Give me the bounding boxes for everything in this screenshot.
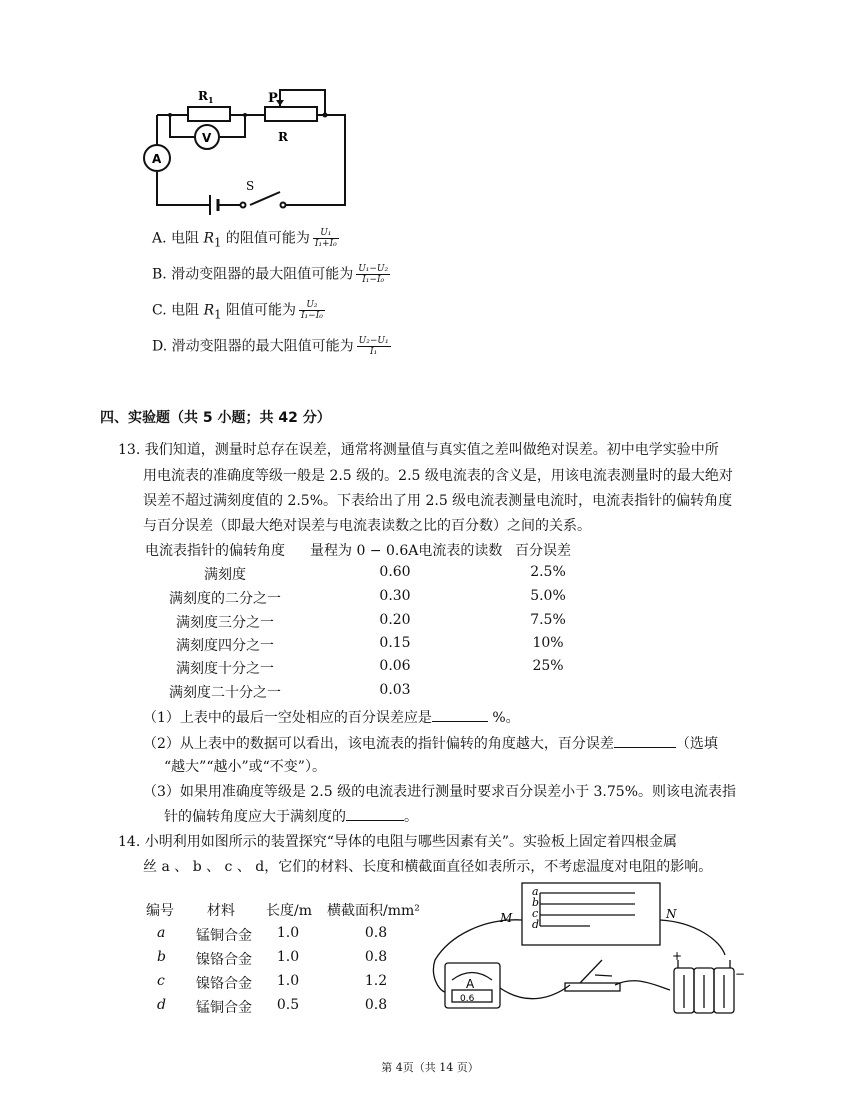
table-cell: 0.60 xyxy=(379,564,411,580)
table-cell: 1.0 xyxy=(276,949,300,965)
m-label: M xyxy=(500,911,513,925)
table-cell: 满刻度十分之一 xyxy=(176,661,274,677)
ammeter-label: A xyxy=(152,152,162,166)
table-cell: 0.5 xyxy=(276,997,300,1013)
apparatus-figure xyxy=(430,880,770,1020)
q14-line1: 14. 小明利用如图所示的装置探究“导体的电阻与哪些因素有关”。实验板上固定着四根金属 xyxy=(118,834,678,850)
table-header: 横截面积/mm² xyxy=(327,903,420,919)
p-label: P xyxy=(268,91,278,106)
table-cell: 满刻度四分之一 xyxy=(176,638,274,654)
table-header: 量程为 0 − 0.6A电流表的读数 xyxy=(310,543,503,559)
table-cell: 满刻度的二分之一 xyxy=(169,591,281,607)
table-cell: 5.0% xyxy=(530,588,566,604)
q14-line2: 丝 a 、 b 、 c 、 d，它们的材料、长度和横截面直径如表所示，不考虑温度对电阻的影响。 xyxy=(143,859,713,875)
r-label: R xyxy=(278,130,288,144)
table-cell: 1.0 xyxy=(276,973,300,989)
table-cell: 满刻度二十分之一 xyxy=(169,685,281,701)
wire-label: b xyxy=(532,896,540,909)
table-cell: 0.30 xyxy=(379,588,411,604)
ammeter-label: A xyxy=(466,977,475,991)
table-header: 长度/m xyxy=(266,903,312,919)
answer-blank[interactable] xyxy=(432,707,488,722)
option-d: D. 滑动变阻器的最大阻值可能为 $\frac{\text{U₂−U₁}}{\text{I₁}}$ xyxy=(152,336,389,357)
table-cell: c xyxy=(157,973,165,989)
table-header: 编号 xyxy=(146,903,174,919)
q13-sub2b: “越大”“越小”或“不变”）。 xyxy=(164,759,326,775)
svg-text:1: 1 xyxy=(208,95,214,105)
table-cell: 0.06 xyxy=(379,658,411,674)
page-footer: 第 4页（共 14 页） xyxy=(381,1061,479,1074)
q13-sub1: （1）上表中的最后一空处相应的百分误差应是 %。 xyxy=(143,707,520,728)
wire-label: c xyxy=(532,907,539,920)
table-cell: 满刻度 xyxy=(204,567,246,583)
q13-line1: 13. 我们知道，测量时总存在误差，通常将测量值与真实值之差叫做绝对误差。初中电学实验中所 xyxy=(118,442,719,458)
plus-label: + xyxy=(672,949,683,963)
section-title: 四、实验题（共 5 小题；共 42 分） xyxy=(100,410,331,426)
option-a: A. 电阻 $R_1$ 的阻值可能为 $\frac{\text{U₁}}{\text{I₁+I₀}}$ xyxy=(152,228,337,250)
minus-label: − xyxy=(735,967,746,981)
q13-line4: 与百分误差（即最大绝对误差与电流表读数之比的百分数）之间的关系。 xyxy=(143,518,591,534)
option-c: C. 电阻 $R_1$ 阻值可能为 $\frac{\text{U₂}}{\text{I₁−I₀}}$ xyxy=(152,300,323,322)
table-cell: 0.15 xyxy=(379,635,411,651)
wire-label: a xyxy=(532,885,539,898)
q13-sub3b: 针的偏转角度应大于满刻度的 。 xyxy=(164,806,418,827)
table-cell: 7.5% xyxy=(530,612,566,628)
wire-label: d xyxy=(532,918,540,931)
voltmeter-label: V xyxy=(202,131,212,145)
q13-sub3: （3）如果用准确度等级是 2.5 级的电流表进行测量时要求百分误差小于 3.75%。则该电流表指 xyxy=(143,784,736,800)
table-cell: 锰铜合金 xyxy=(196,1000,252,1016)
table-cell: 0.8 xyxy=(364,997,388,1013)
table-header: 电流表指针的偏转角度 xyxy=(145,543,285,559)
table-header: 材料 xyxy=(207,903,235,919)
table-cell: 0.8 xyxy=(364,925,388,941)
table-header: 百分误差 xyxy=(515,543,571,559)
table-cell: 0.20 xyxy=(379,612,411,628)
table-cell: a xyxy=(157,925,166,941)
switch-label: S xyxy=(246,179,255,193)
table-cell: 满刻度三分之一 xyxy=(176,615,274,631)
table-cell: 锰铜合金 xyxy=(196,928,252,944)
n-label: N xyxy=(666,907,677,921)
table-cell: 2.5% xyxy=(530,564,566,580)
table-cell: 0.8 xyxy=(364,949,388,965)
r1-label: R xyxy=(198,89,208,103)
option-b: B. 滑动变阻器的最大阻值可能为 $\frac{\text{U₁−U₂}}{\text{I₁−I₀}}$ xyxy=(152,264,389,285)
q13-line2: 用电流表的准确度等级一般是 2.5 级的。2.5 级电流表的含义是，用该电流表测量时的最大绝对 xyxy=(143,468,733,484)
table-cell: 0.03 xyxy=(379,682,411,698)
table-cell: 镍铬合金 xyxy=(196,976,252,992)
table-cell: d xyxy=(157,997,166,1013)
table-cell: 1.0 xyxy=(276,925,300,941)
answer-blank[interactable] xyxy=(614,733,676,748)
table-cell: 10% xyxy=(532,635,564,651)
table-cell: 25% xyxy=(532,658,564,674)
circuit-diagram xyxy=(140,80,360,220)
answer-blank[interactable] xyxy=(346,806,404,821)
q13-line3: 误差不超过满刻度值的 2.5%。下表给出了用 2.5 级电流表测量电流时，电流表指针的偏转角度 xyxy=(143,493,733,509)
table-cell: b xyxy=(157,949,166,965)
ammeter-scale: 0.6 xyxy=(460,994,475,1004)
q13-sub2: （2）从上表中的数据可以看出，该电流表的指针偏转的角度越大，百分误差 （选填 xyxy=(143,733,718,754)
table-cell: 镍铬合金 xyxy=(196,952,252,968)
table-cell: 1.2 xyxy=(364,973,388,989)
